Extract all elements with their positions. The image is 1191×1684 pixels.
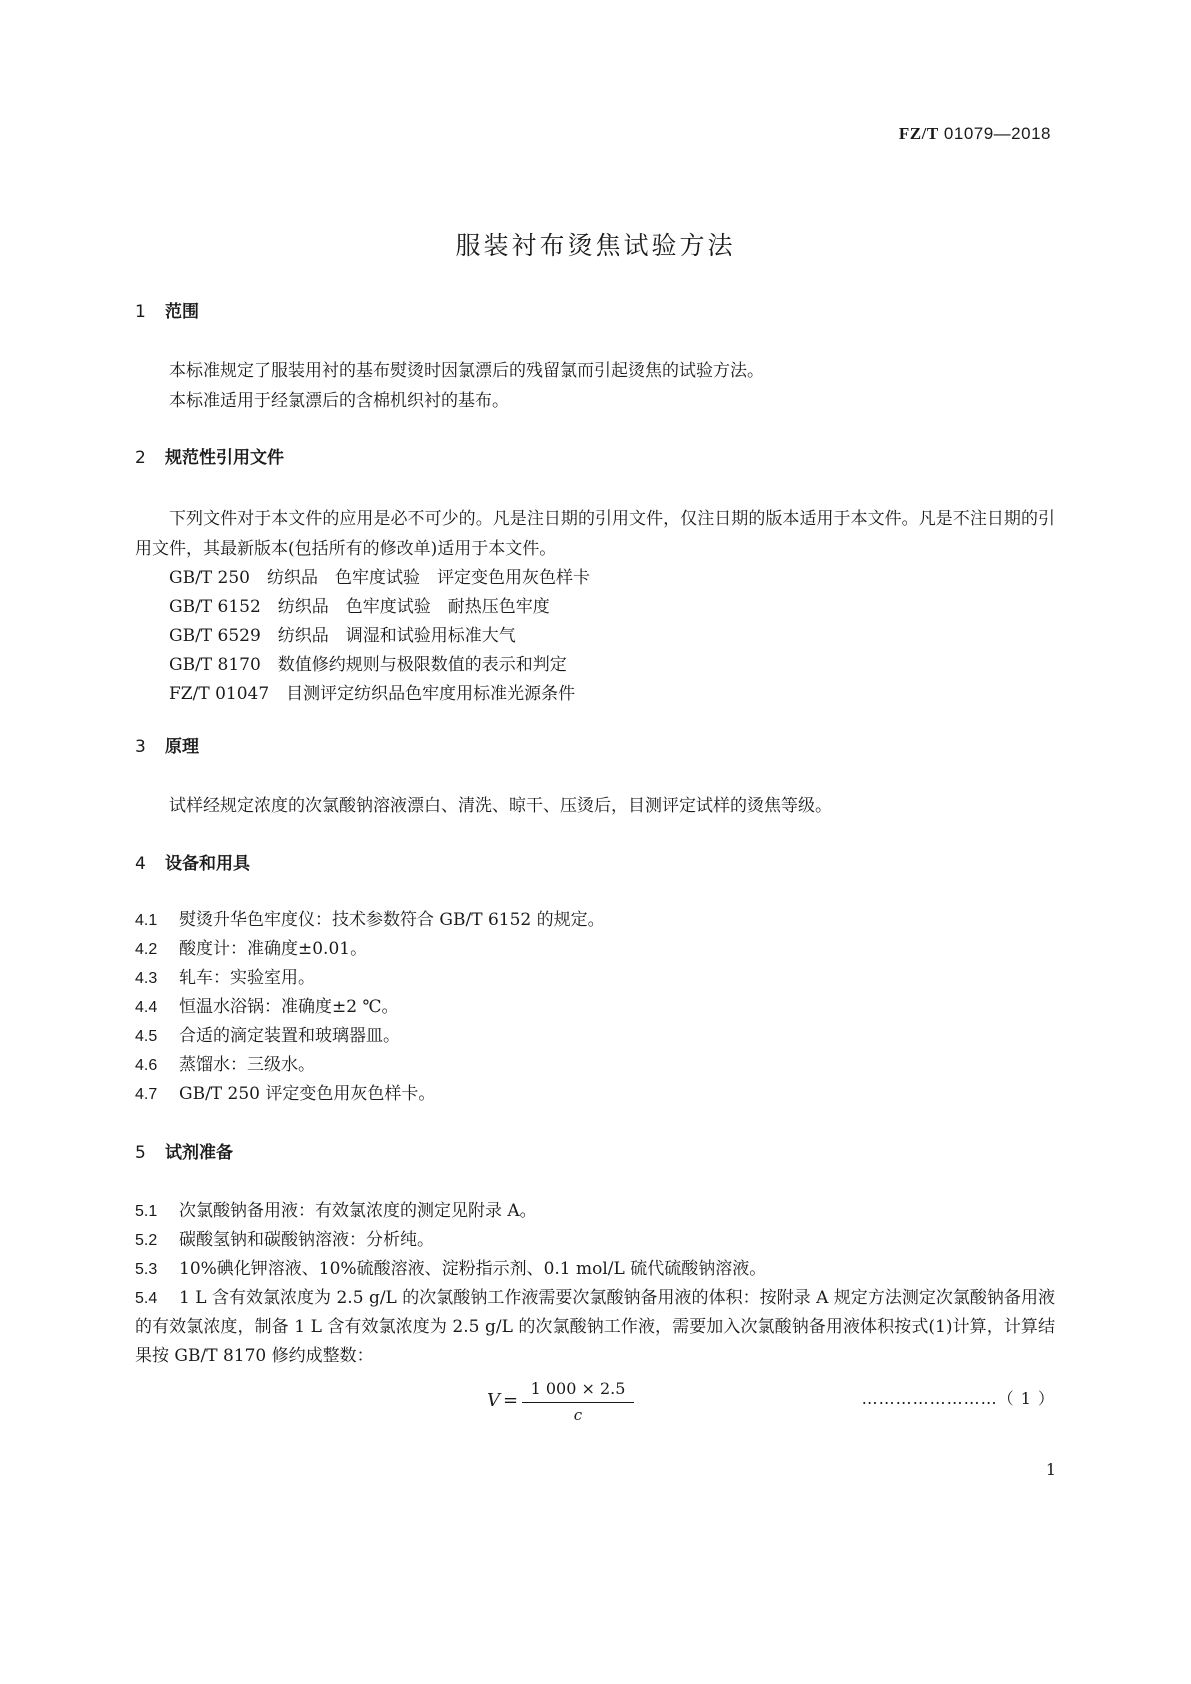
clause-number: 4.7 <box>135 1086 158 1103</box>
formula-numerator: 1 000 × 2.5 <box>530 1379 626 1398</box>
clause-text: 1 L 含有效氯浓度为 2.5 g/L 的次氯酸钠工作液需要次氯酸钠备用液的体积：按附录 A 规定方法测定次氯酸钠备用液的有效氯浓度，制备 1 L 含有效氯浓度为 2.5 g/L 的次氯酸钠工作液，需要加入次氯酸钠备用液体积按式(1)计算，计算结果按 GB/T 8170 修约成整数： <box>135 1288 1055 1366</box>
reference-item: GB/T 8170 数值修约规则与极限数值的表示和判定 <box>169 655 567 675</box>
reference-item: GB/T 6529 纺织品 调湿和试验用标准大气 <box>169 626 516 646</box>
clause-number: 4.3 <box>135 970 158 987</box>
clause-item <box>135 1284 1055 1371</box>
paragraph: 试样经规定浓度的次氯酸钠溶液漂白、清洗、晾干、压烫后，目测评定试样的烫焦等级。 <box>169 796 832 816</box>
clause-text: 蒸馏水：三级水。 <box>179 1055 315 1075</box>
clause-item <box>135 1051 1055 1080</box>
clause-item <box>135 1226 1055 1255</box>
section-apparatus <box>135 852 1055 1109</box>
section-heading <box>135 852 1055 876</box>
clause-text: 熨烫升华色牢度仪：技术参数符合 GB/T 6152 的规定。 <box>179 910 605 930</box>
clause-text: 碳酸氢钠和碳酸钠溶液：分析纯。 <box>179 1230 434 1250</box>
clause-item <box>135 1022 1055 1051</box>
formula-fraction <box>522 1378 634 1425</box>
reference-item: FZ/T 01047 目测评定纺织品色牢度用标准光源条件 <box>169 684 576 704</box>
section-title: 范围 <box>165 302 199 322</box>
reference-item: GB/T 6152 纺织品 色牢度试验 耐热压色牢度 <box>169 597 550 617</box>
section-number: 4 <box>135 854 146 874</box>
clause-number: 5.2 <box>135 1232 158 1249</box>
clause-item <box>135 1080 1055 1109</box>
clause-item <box>135 1197 1055 1226</box>
section-number: 1 <box>135 302 146 322</box>
clause-number: 4.4 <box>135 999 158 1016</box>
section-title: 原理 <box>165 737 199 757</box>
section-heading <box>135 1141 1055 1165</box>
clause-number: 4.5 <box>135 1028 158 1045</box>
clause-text: 10%碘化钾溶液、10%硫酸溶液、淀粉指示剂、0.1 mol/L 硫代硫酸钠溶液。 <box>179 1259 767 1279</box>
paragraph: 下列文件对于本文件的应用是必不可少的。凡是注日期的引用文件，仅注日期的版本适用于本文件。凡是不注日期的引用文件，其最新版本(包括所有的修改单)适用于本文件。 <box>135 509 1055 559</box>
section-heading <box>135 446 1055 470</box>
clause-number: 4.6 <box>135 1057 158 1074</box>
clause-item <box>135 964 1055 993</box>
section-heading <box>135 300 1055 324</box>
formula-denominator: c <box>573 1406 583 1424</box>
section-number: 5 <box>135 1143 146 1163</box>
formula-1 <box>135 1378 1055 1428</box>
section-scope <box>135 300 1055 416</box>
clause-text: 酸度计：准确度±0.01。 <box>179 939 368 959</box>
clause-text: 恒温水浴锅：准确度±2 ℃。 <box>179 997 399 1017</box>
section-normative-references <box>135 446 1055 709</box>
clause-item <box>135 1255 1055 1284</box>
paragraph: 本标准适用于经氯漂后的含棉机织衬的基布。 <box>169 391 509 411</box>
page-number: 1 <box>1045 1460 1056 1479</box>
clause-number: 5.3 <box>135 1261 158 1278</box>
reference-item: GB/T 250 纺织品 色牢度试验 评定变色用灰色样卡 <box>169 568 590 588</box>
section-title: 规范性引用文件 <box>165 448 284 468</box>
paragraph: 本标准规定了服装用衬的基布熨烫时因氯漂后的残留氯而引起烫焦的试验方法。 <box>169 361 764 381</box>
fraction-bar <box>522 1402 634 1403</box>
clause-text: 合适的滴定装置和玻璃器皿。 <box>179 1026 400 1046</box>
section-number: 3 <box>135 737 146 757</box>
standard-code-number: 01079—2018 <box>943 124 1051 143</box>
clause-number: 4.1 <box>135 912 158 929</box>
clause-number: 4.2 <box>135 941 158 958</box>
section-number: 2 <box>135 448 146 468</box>
clause-item <box>135 906 1055 935</box>
clause-number: 5.1 <box>135 1203 158 1220</box>
formula-equals: = <box>503 1390 519 1411</box>
document-title: 服装衬布烫焦试验方法 <box>455 231 736 260</box>
clause-item <box>135 935 1055 964</box>
clause-text: 轧车：实验室用。 <box>179 968 315 988</box>
standard-code-prefix: FZ/T <box>898 124 939 143</box>
clause-number: 5.4 <box>135 1290 158 1307</box>
section-reagents <box>135 1141 1055 1371</box>
clause-text: 次氯酸钠备用液：有效氯浓度的测定见附录 A。 <box>179 1201 537 1221</box>
section-heading <box>135 735 1055 759</box>
clause-text: GB/T 250 评定变色用灰色样卡。 <box>179 1084 436 1104</box>
section-principle <box>135 735 1055 821</box>
section-title: 试剂准备 <box>165 1143 233 1163</box>
formula-number: ……………………（ 1 ） <box>861 1389 1055 1408</box>
formula-lhs: V <box>487 1390 500 1411</box>
clause-item <box>135 993 1055 1022</box>
section-title: 设备和用具 <box>165 854 250 874</box>
standard-code <box>899 124 1051 144</box>
